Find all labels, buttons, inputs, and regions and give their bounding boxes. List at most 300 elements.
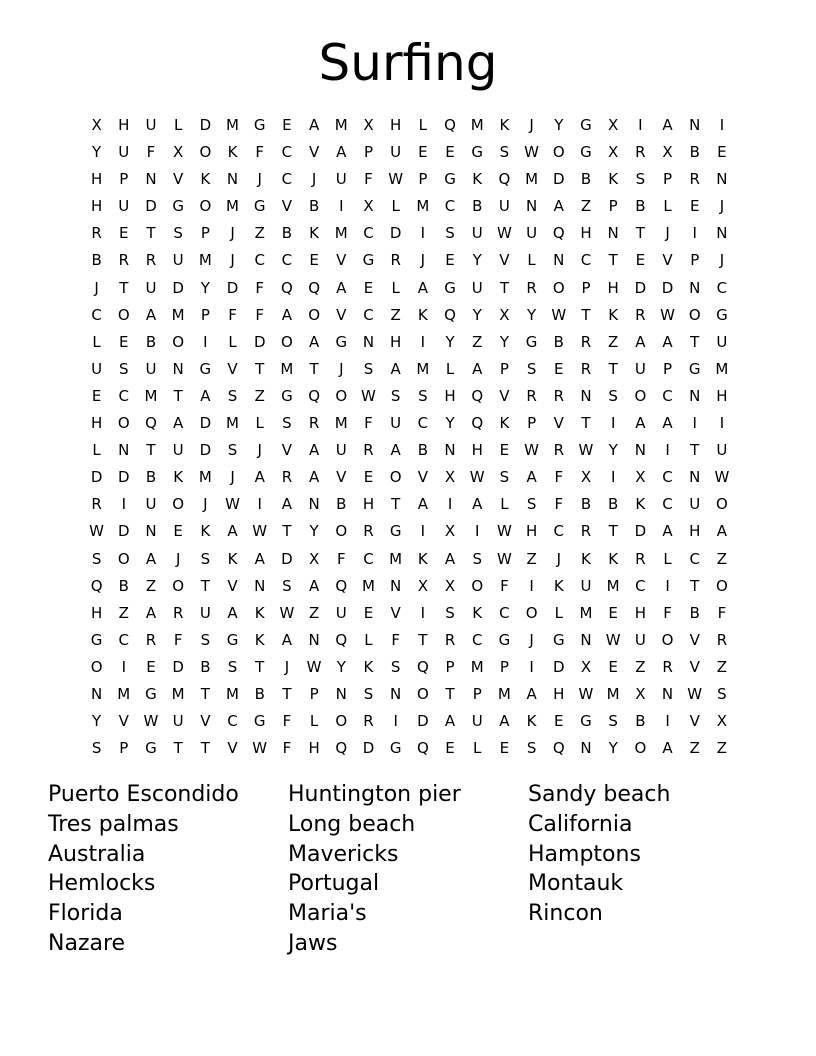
grid-letter: L [391, 278, 400, 297]
grid-letter: R [281, 468, 293, 487]
grid-letter: E [173, 522, 183, 541]
grid-letter: K [227, 143, 238, 162]
grid-letter: A [472, 495, 483, 514]
grid-letter: I [339, 197, 344, 216]
grid-letter: I [257, 495, 262, 514]
grid-letter: T [200, 739, 210, 758]
grid-letter: K [472, 170, 483, 189]
word-list-item: Rincon [528, 901, 603, 927]
grid-letter: I [420, 224, 426, 243]
grid-letter: W [687, 684, 703, 703]
word-list-item: California [528, 811, 633, 837]
grid-letter: G [444, 278, 456, 297]
grid-letter: H [471, 441, 483, 460]
grid-letter: E [418, 143, 428, 162]
grid-letter: K [417, 549, 428, 568]
grid-letter: E [119, 332, 129, 351]
grid-letter: N [390, 684, 402, 703]
grid-letter: P [690, 251, 700, 270]
grid-letter: T [255, 359, 265, 378]
grid-letter: H [90, 170, 103, 189]
grid-letter: E [363, 468, 374, 487]
grid-letter: N [118, 441, 130, 460]
grid-letter: G [389, 522, 402, 541]
grid-letter: F [146, 143, 156, 162]
grid-letter: J [284, 657, 290, 676]
grid-letter: I [692, 224, 697, 243]
grid-letter: Z [608, 332, 619, 351]
grid-letter: V [499, 251, 510, 270]
grid-letter: C [91, 305, 102, 324]
grid-letter: A [526, 684, 537, 703]
grid-letter: V [227, 576, 238, 595]
grid-letter: J [94, 278, 99, 297]
grid-letter: I [529, 657, 534, 676]
grid-letter: L [445, 359, 455, 378]
grid-letter: E [499, 441, 510, 460]
grid-letter: C [662, 495, 673, 514]
grid-letter: E [689, 197, 700, 216]
grid-letter: Y [336, 657, 346, 676]
grid-letter: A [662, 414, 673, 433]
grid-letter: D [226, 278, 239, 297]
grid-letter: Y [608, 441, 618, 460]
grid-letter: W [578, 684, 594, 703]
grid-letter: K [499, 116, 510, 134]
grid-letter: N [226, 170, 239, 189]
grid-letter: P [527, 414, 537, 433]
grid-letter: Q [90, 576, 103, 595]
grid-letter: D [253, 332, 266, 351]
word-list-item: Portugal [288, 871, 380, 897]
grid-letter: U [716, 332, 728, 351]
grid-letter: R [526, 386, 537, 405]
grid-letter: K [526, 712, 537, 731]
grid-letter: K [608, 170, 619, 189]
grid-letter: M [525, 170, 539, 189]
grid-letter: W [143, 712, 159, 731]
grid-letter: C [635, 576, 646, 595]
grid-letter: J [230, 468, 235, 487]
grid-letter: E [146, 657, 156, 676]
grid-letter: J [311, 170, 317, 189]
grid-letter: R [390, 251, 401, 270]
grid-letter: Q [416, 739, 429, 758]
grid-letter: K [254, 603, 265, 622]
grid-letter: S [200, 630, 211, 649]
grid-letter: V [308, 143, 320, 162]
grid-letter: M [470, 116, 484, 134]
grid-letter: D [199, 414, 212, 433]
grid-letter: D [145, 197, 157, 216]
grid-letter: K [254, 630, 265, 649]
grid-letter: W [524, 143, 540, 162]
grid-letter: V [689, 657, 700, 676]
letter-grid [83, 112, 736, 762]
grid-letter: L [418, 116, 428, 134]
grid-letter: B [254, 684, 265, 703]
grid-letter: Z [118, 603, 129, 622]
grid-letter: M [715, 359, 729, 378]
grid-letter: H [90, 414, 103, 433]
grid-letter: U [145, 116, 157, 134]
grid-letter: M [198, 468, 212, 487]
grid-letter: N [172, 359, 184, 378]
grid-letter: A [499, 712, 510, 731]
grid-letter: A [308, 441, 320, 460]
grid-letter: A [145, 549, 157, 568]
grid-letter: K [227, 549, 238, 568]
grid-letter: T [581, 414, 591, 433]
grid-letter: T [499, 278, 509, 297]
word-list-item: Huntington pier [288, 782, 461, 807]
grid-letter: B [145, 468, 157, 487]
grid-letter: J [719, 197, 725, 216]
grid-letter: T [146, 224, 156, 243]
word-list-item: Florida [48, 901, 123, 927]
grid-letter: K [553, 576, 564, 595]
grid-letter: J [665, 224, 670, 243]
grid-letter: G [688, 359, 701, 378]
grid-letter: M [334, 116, 348, 134]
grid-letter: G [253, 712, 266, 731]
grid-letter: L [663, 197, 672, 216]
word-list-item: Tres palmas [48, 811, 179, 837]
grid-letter: X [444, 468, 456, 487]
grid-letter: K [581, 549, 591, 568]
grid-letter: U [335, 441, 347, 460]
grid-letter: O [716, 495, 728, 514]
grid-letter: S [526, 359, 537, 378]
grid-letter: W [89, 522, 105, 541]
grid-letter: E [635, 251, 646, 270]
grid-letter: L [391, 197, 400, 216]
grid-letter: B [689, 603, 700, 622]
grid-letter: R [91, 224, 102, 243]
grid-letter: G [716, 305, 728, 324]
grid-letter: C [118, 630, 130, 649]
grid-letter: I [719, 414, 725, 433]
grid-letter: B [281, 224, 293, 243]
grid-letter: O [552, 278, 565, 297]
grid-letter: P [663, 170, 673, 189]
grid-letter: Q [471, 414, 484, 433]
grid-letter: P [200, 305, 210, 324]
grid-letter: S [390, 657, 401, 676]
grid-letter: M [470, 657, 484, 676]
grid-letter: O [525, 603, 538, 622]
grid-letter: S [173, 224, 183, 243]
grid-letter: B [608, 495, 619, 514]
grid-letter: Q [145, 414, 157, 433]
grid-letter: V [200, 712, 211, 731]
grid-letter: L [173, 116, 183, 134]
grid-letter: H [580, 224, 592, 243]
grid-letter: W [252, 739, 268, 758]
grid-letter: O [634, 739, 647, 758]
grid-letter: G [580, 116, 592, 134]
grid-letter: A [281, 630, 293, 649]
grid-letter: T [391, 495, 401, 514]
grid-letter: M [226, 414, 239, 433]
word-list-item: Long beach [288, 811, 416, 837]
grid-letter: O [416, 684, 429, 703]
grid-letter: A [390, 359, 401, 378]
grid-letter: L [473, 739, 482, 758]
grid-letter: F [663, 603, 672, 622]
grid-letter: X [499, 305, 510, 324]
grid-letter: M [198, 251, 212, 270]
grid-letter: K [635, 495, 646, 514]
grid-letter: H [444, 386, 456, 405]
grid-letter: M [226, 116, 239, 134]
grid-letter: R [91, 495, 102, 514]
grid-letter: D [389, 224, 402, 243]
grid-letter: R [363, 441, 374, 460]
grid-letter: E [445, 251, 455, 270]
grid-letter: J [529, 630, 534, 649]
grid-letter: E [554, 712, 564, 731]
grid-letter: Y [309, 522, 319, 541]
grid-letter: X [608, 116, 619, 134]
grid-letter: T [173, 739, 183, 758]
grid-letter: H [525, 522, 538, 541]
grid-letter: N [634, 441, 646, 460]
grid-letter: M [171, 684, 185, 703]
grid-letter: M [144, 386, 158, 405]
grid-letter: Q [335, 739, 348, 758]
grid-letter: T [309, 359, 319, 378]
grid-letter: E [608, 603, 618, 622]
word-list-item: Sandy beach [528, 782, 671, 807]
grid-letter: O [716, 576, 728, 595]
grid-letter: B [553, 332, 564, 351]
grid-letter: F [228, 305, 237, 324]
grid-letter: U [145, 359, 157, 378]
grid-letter: A [444, 712, 456, 731]
grid-letter: C [118, 386, 130, 405]
grid-letter: X [363, 116, 374, 134]
grid-letter: L [255, 414, 264, 433]
grid-letter: W [469, 468, 485, 487]
grid-letter: Q [308, 278, 320, 297]
grid-letter: T [608, 251, 618, 270]
grid-letter: A [390, 441, 401, 460]
grid-letter: V [118, 712, 129, 731]
grid-letter: S [445, 603, 455, 622]
grid-letter: S [418, 386, 428, 405]
grid-letter: B [91, 251, 102, 270]
grid-letter: A [553, 197, 564, 216]
grid-letter: A [472, 359, 483, 378]
grid-letter: C [444, 197, 456, 216]
grid-letter: S [91, 739, 102, 758]
grid-letter: N [580, 386, 592, 405]
grid-letter: A [635, 332, 646, 351]
grid-letter: Q [552, 739, 565, 758]
grid-letter: M [280, 359, 294, 378]
grid-letter: R [363, 522, 374, 541]
grid-letter: C [689, 549, 700, 568]
grid-letter: R [118, 251, 129, 270]
grid-letter: K [417, 305, 428, 324]
grid-letter: H [362, 495, 375, 514]
word-list-item: Hemlocks [48, 871, 156, 897]
grid-letter: S [119, 359, 129, 378]
grid-letter: B [472, 197, 483, 216]
grid-letter: J [230, 251, 235, 270]
grid-letter: X [635, 684, 646, 703]
grid-letter: W [714, 468, 730, 487]
grid-letter: R [580, 522, 592, 541]
grid-letter: T [282, 684, 292, 703]
grid-letter: Z [145, 576, 157, 595]
grid-letter: V [417, 468, 428, 487]
grid-letter: N [145, 170, 157, 189]
grid-letter: D [553, 657, 565, 676]
grid-letter: O [172, 332, 185, 351]
grid-letter: T [608, 359, 618, 378]
grid-letter: P [499, 359, 509, 378]
grid-letter: S [282, 576, 292, 595]
grid-letter: S [227, 386, 238, 405]
grid-letter: A [716, 522, 728, 541]
grid-letter: N [145, 522, 157, 541]
grid-letter: R [689, 170, 700, 189]
grid-letter: K [608, 549, 619, 568]
grid-letter: M [389, 549, 403, 568]
grid-letter: X [716, 712, 728, 731]
grid-letter: D [199, 116, 212, 134]
grid-letter: R [444, 630, 456, 649]
grid-letter: C [363, 549, 374, 568]
grid-letter: A [336, 143, 347, 162]
grid-letter: C [662, 468, 673, 487]
grid-letter: S [635, 170, 646, 189]
grid-letter: Z [716, 739, 728, 758]
grid-letter: W [225, 495, 240, 514]
grid-letter: O [199, 197, 212, 216]
grid-letter: J [203, 495, 208, 514]
grid-letter: L [309, 712, 319, 731]
grid-letter: Y [445, 414, 455, 433]
grid-letter: I [665, 441, 670, 460]
grid-letter: O [389, 468, 402, 487]
grid-letter: P [445, 657, 455, 676]
grid-letter: Z [635, 657, 646, 676]
grid-letter: A [526, 468, 537, 487]
grid-letter: O [688, 305, 701, 324]
grid-letter: P [581, 278, 591, 297]
grid-letter: P [200, 224, 210, 243]
grid-letter: D [172, 278, 184, 297]
grid-letter: C [281, 170, 293, 189]
grid-letter: T [200, 684, 210, 703]
grid-letter: O [117, 305, 130, 324]
grid-letter: T [608, 522, 618, 541]
grid-letter: J [257, 441, 262, 460]
grid-letter: U [526, 224, 538, 243]
grid-letter: U [199, 603, 211, 622]
grid-letter: S [526, 495, 537, 514]
grid-letter: H [607, 278, 619, 297]
grid-letter: T [635, 224, 645, 243]
grid-letter: S [227, 657, 238, 676]
grid-letter: M [334, 224, 348, 243]
grid-letter: V [336, 305, 347, 324]
grid-letter: C [580, 251, 592, 270]
grid-letter: V [227, 359, 238, 378]
grid-letter: C [363, 224, 374, 243]
grid-letter: N [308, 495, 320, 514]
grid-letter: V [281, 441, 293, 460]
grid-letter: V [662, 251, 673, 270]
grid-letter: I [420, 332, 426, 351]
grid-letter: N [716, 224, 728, 243]
word-list [48, 780, 768, 959]
grid-letter: A [444, 549, 456, 568]
grid-letter: G [525, 332, 538, 351]
grid-letter: U [390, 414, 402, 433]
grid-letter: A [281, 495, 293, 514]
grid-letter: O [172, 495, 185, 514]
word-list-column [48, 780, 288, 959]
grid-letter: S [717, 684, 727, 703]
grid-letter: Y [200, 278, 210, 297]
grid-letter: A [254, 549, 265, 568]
grid-letter: S [608, 712, 618, 731]
grid-letter: S [499, 143, 510, 162]
grid-letter: C [471, 630, 483, 649]
grid-letter: J [529, 116, 534, 134]
grid-letter: Q [335, 630, 348, 649]
grid-letter: I [447, 495, 453, 514]
grid-letter: V [227, 739, 238, 758]
grid-letter: S [363, 359, 374, 378]
grid-letter: Y [527, 305, 537, 324]
grid-letter: Y [92, 143, 102, 162]
grid-letter: X [308, 549, 320, 568]
grid-letter: H [90, 197, 103, 216]
grid-letter: H [390, 116, 402, 134]
grid-letter: Z [689, 739, 700, 758]
grid-letter: V [689, 630, 700, 649]
grid-letter: C [716, 278, 728, 297]
grid-letter: F [391, 630, 400, 649]
grid-letter: U [390, 143, 402, 162]
grid-letter: A [281, 305, 293, 324]
grid-letter: V [281, 197, 293, 216]
grid-letter: F [336, 549, 346, 568]
grid-letter: E [363, 603, 374, 622]
grid-letter: N [689, 278, 701, 297]
grid-letter: R [145, 630, 157, 649]
grid-letter: W [388, 170, 404, 189]
grid-letter: V [553, 414, 564, 433]
grid-letter: G [498, 630, 511, 649]
grid-letter: O [634, 386, 647, 405]
grid-letter: M [416, 197, 430, 216]
grid-letter: F [717, 603, 727, 622]
grid-letter: R [580, 359, 592, 378]
grid-letter: U [580, 576, 592, 595]
grid-letter: D [417, 712, 429, 731]
grid-letter: D [118, 468, 130, 487]
grid-letter: T [146, 441, 156, 460]
grid-letter: V [689, 712, 700, 731]
grid-letter: F [500, 576, 509, 595]
word-list-column [528, 780, 768, 959]
